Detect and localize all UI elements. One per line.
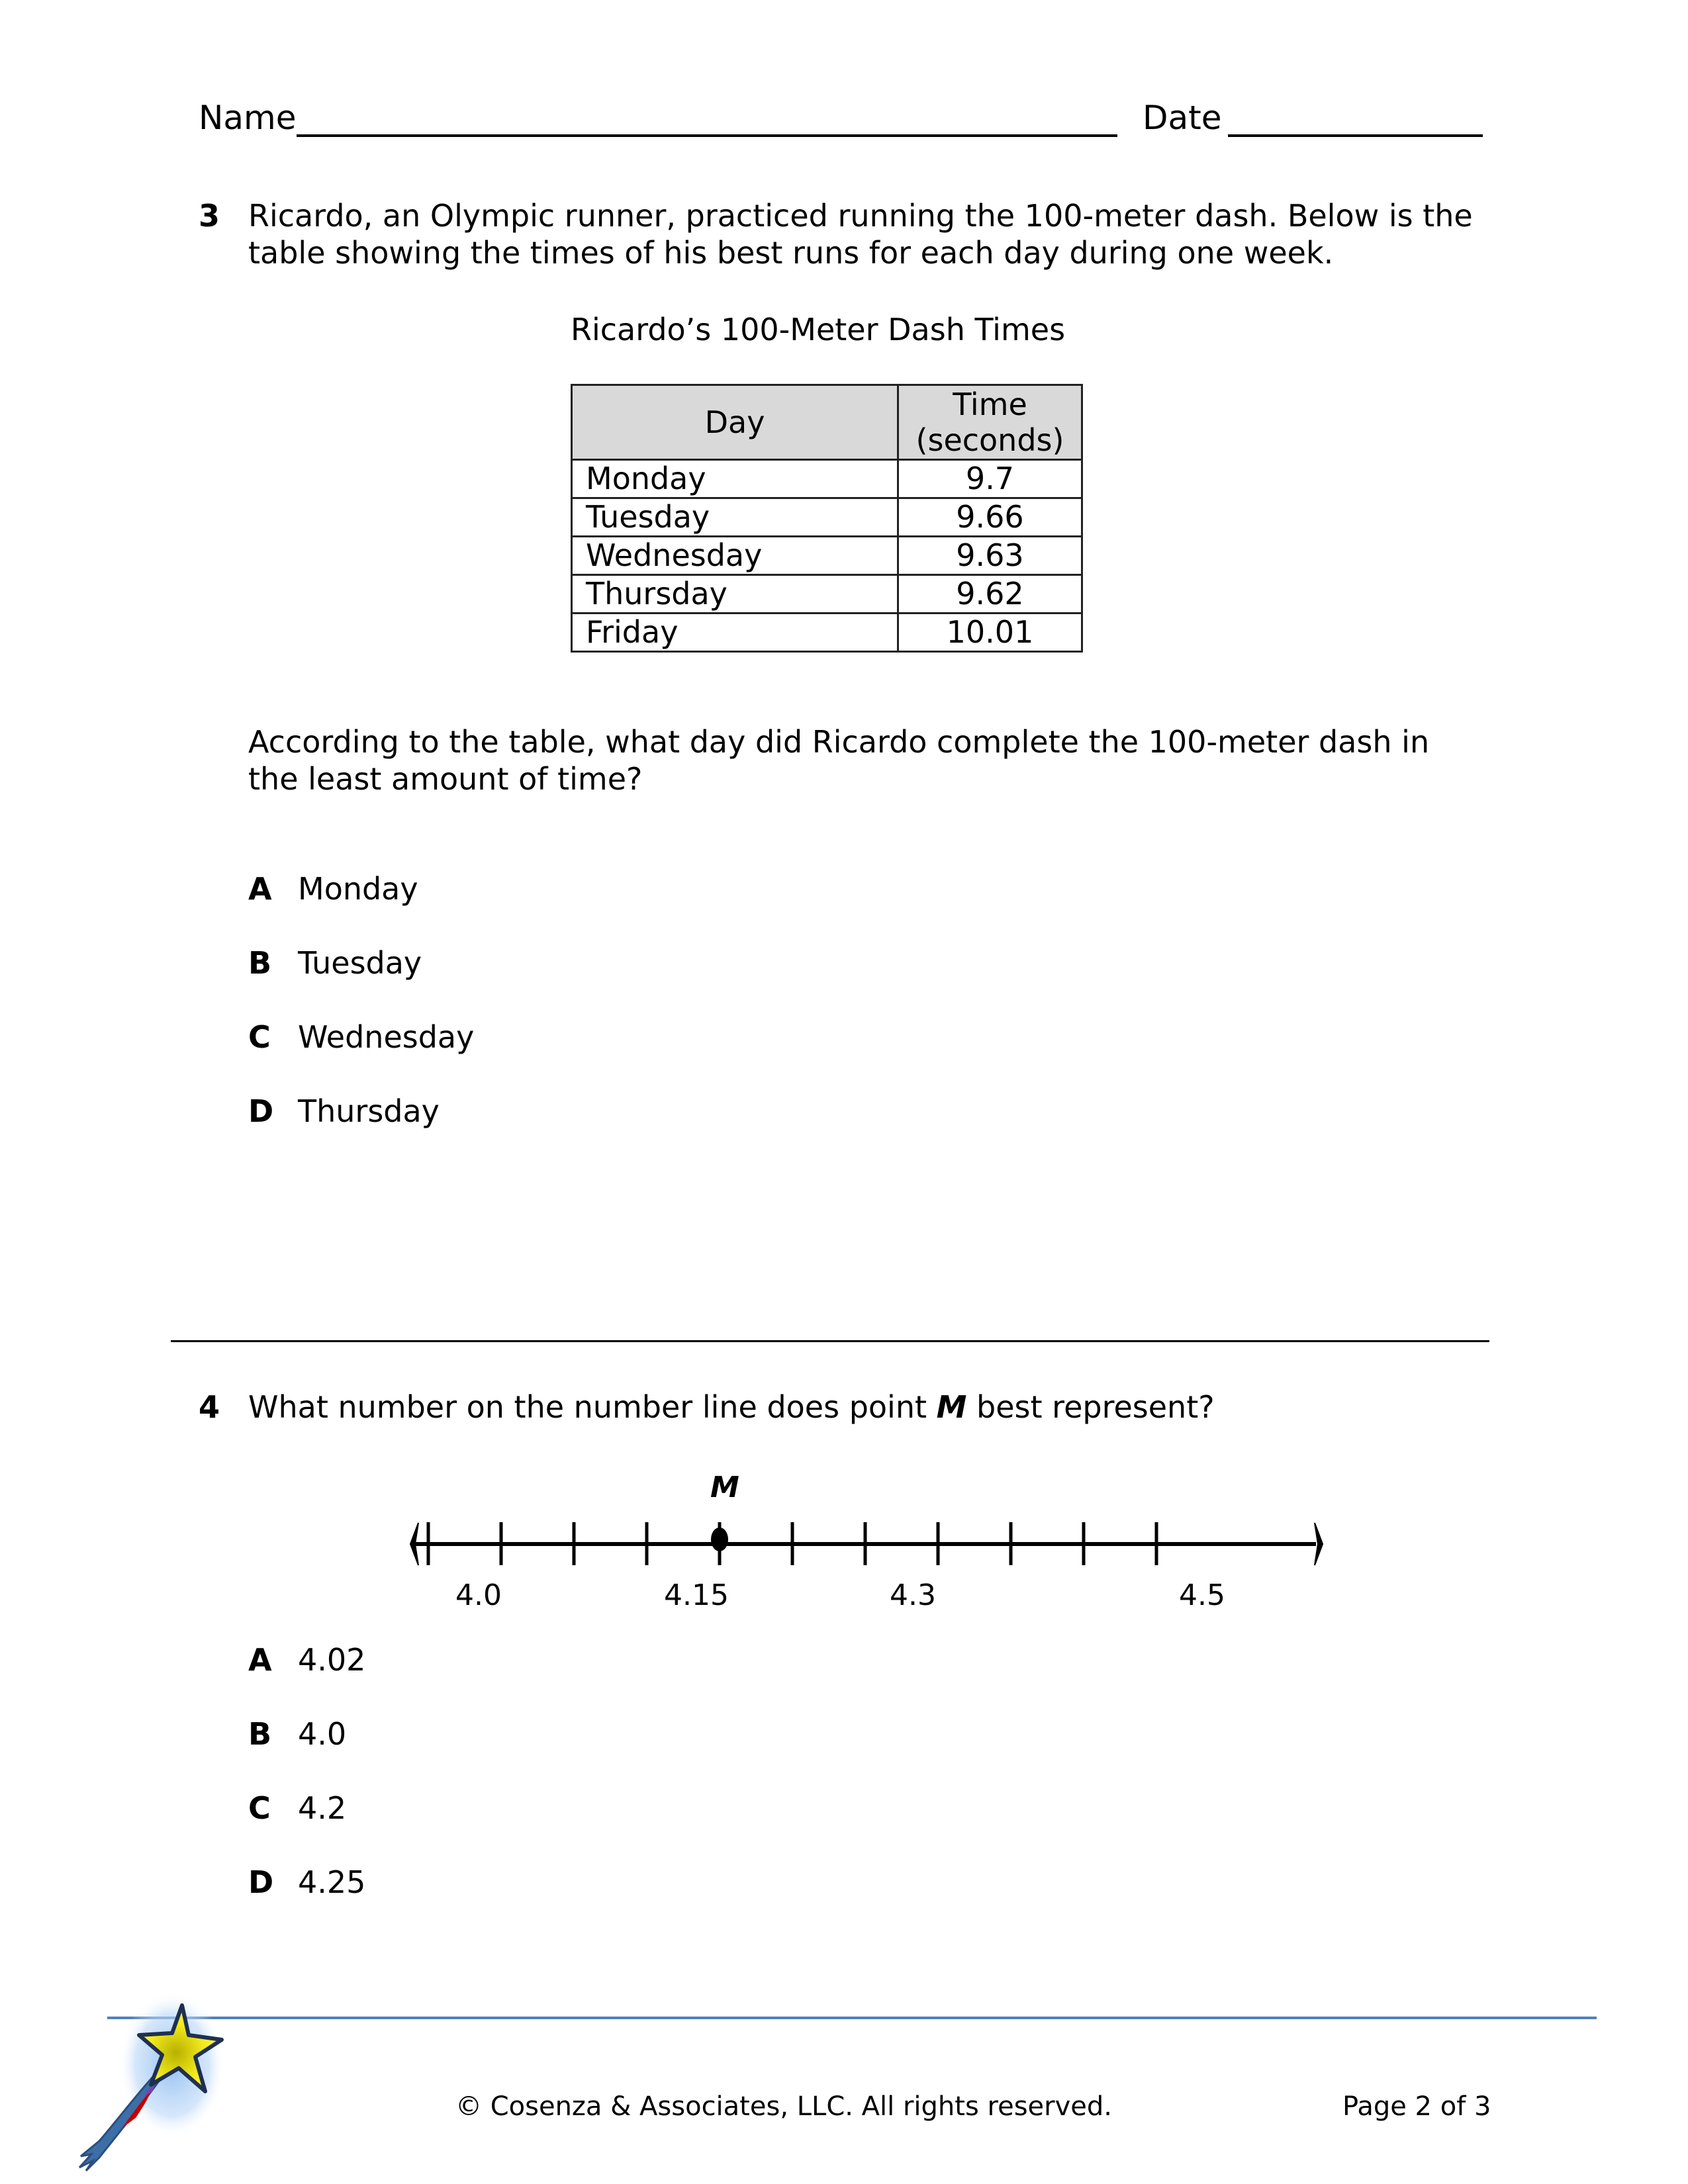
- question-3-prompt-line-2: table showing the times of his best runs for each day during one week.: [248, 235, 1334, 271]
- choice-letter: A: [248, 1642, 272, 1678]
- name-field-line[interactable]: [297, 134, 1117, 137]
- row-day: Thursday: [572, 575, 898, 614]
- header-time-label: Time: [953, 387, 1027, 422]
- table-row: [572, 575, 1082, 614]
- choice-letter: B: [248, 1716, 272, 1752]
- header-day-label: Day: [704, 404, 765, 440]
- table-row: [572, 537, 1082, 575]
- row-time: 9.63: [898, 537, 1082, 575]
- table-title: Ricardo’s 100-Meter Dash Times: [571, 312, 1066, 347]
- table-row: [572, 498, 1082, 537]
- choice-d[interactable]: [248, 1093, 440, 1137]
- choice-letter: B: [248, 945, 272, 981]
- rocket-star-logo-icon: [73, 1992, 258, 2184]
- choice-letter: D: [248, 1864, 274, 1900]
- point-m-dot: [711, 1527, 728, 1551]
- name-label: Name: [199, 99, 297, 137]
- prompt-text: best represent?: [966, 1389, 1215, 1425]
- choice-c[interactable]: [248, 1019, 474, 1063]
- row-time: 9.7: [898, 460, 1082, 498]
- tick-label-4-0: 4.0: [455, 1578, 502, 1612]
- choice-letter: A: [248, 871, 272, 907]
- footer-rule: [107, 2017, 1597, 2019]
- footer-copyright: © Cosenza & Associates, LLC. All rights reserved.: [455, 2091, 1112, 2122]
- choice-letter: C: [248, 1790, 271, 1826]
- choice-text: 4.0: [298, 1716, 347, 1752]
- choice-b[interactable]: [248, 1715, 346, 1760]
- date-field-line[interactable]: [1228, 134, 1483, 137]
- table-row: [572, 460, 1082, 498]
- tick-label-4-15: 4.15: [664, 1578, 729, 1612]
- choice-c[interactable]: [248, 1790, 346, 1834]
- header-day: [572, 385, 898, 460]
- choice-text: 4.25: [298, 1864, 366, 1900]
- choice-text: Thursday: [298, 1093, 440, 1129]
- question-4-prompt: [248, 1388, 1215, 1426]
- point-m-label: M: [710, 1471, 739, 1504]
- choice-text: 4.02: [298, 1642, 366, 1678]
- row-time: 9.62: [898, 575, 1082, 614]
- header-time-unit: (seconds): [915, 422, 1064, 458]
- question-3-text-line-2: the least amount of time?: [248, 761, 643, 797]
- choice-text: Tuesday: [298, 945, 422, 981]
- point-m-label: M: [936, 1389, 967, 1425]
- choice-text: Monday: [298, 871, 418, 907]
- dash-times-table: [571, 384, 1083, 653]
- row-day: Friday: [572, 614, 898, 652]
- prompt-text: What number on the number line does point: [248, 1389, 937, 1425]
- choice-b[interactable]: [248, 944, 422, 989]
- choice-a[interactable]: [248, 870, 418, 915]
- footer-page-number: Page 2 of 3: [1342, 2091, 1491, 2122]
- section-divider: [171, 1340, 1489, 1342]
- choice-text: 4.2: [298, 1790, 347, 1826]
- choice-d[interactable]: [248, 1864, 365, 1908]
- table-row: [572, 614, 1082, 652]
- date-label: Date: [1143, 99, 1222, 137]
- row-day: Wednesday: [572, 537, 898, 575]
- row-day: Monday: [572, 460, 898, 498]
- row-time: 10.01: [898, 614, 1082, 652]
- question-3-number: 3: [199, 198, 220, 234]
- row-time: 9.66: [898, 498, 1082, 537]
- choice-text: Wednesday: [298, 1019, 475, 1055]
- question-3-text-line-1: According to the table, what day did Ricardo complete the 100-meter dash in: [248, 724, 1430, 760]
- tick-label-4-5: 4.5: [1179, 1578, 1225, 1612]
- choice-letter: C: [248, 1019, 271, 1055]
- choice-letter: D: [248, 1093, 274, 1129]
- question-3-prompt-line-1: Ricardo, an Olympic runner, practiced running the 100-meter dash. Below is the: [248, 198, 1473, 234]
- choice-a[interactable]: [248, 1641, 365, 1686]
- tick-label-4-3: 4.3: [890, 1578, 936, 1612]
- table-header-row: [572, 385, 1082, 460]
- row-day: Tuesday: [572, 498, 898, 537]
- question-4-number: 4: [199, 1389, 220, 1425]
- header-time: [898, 385, 1082, 460]
